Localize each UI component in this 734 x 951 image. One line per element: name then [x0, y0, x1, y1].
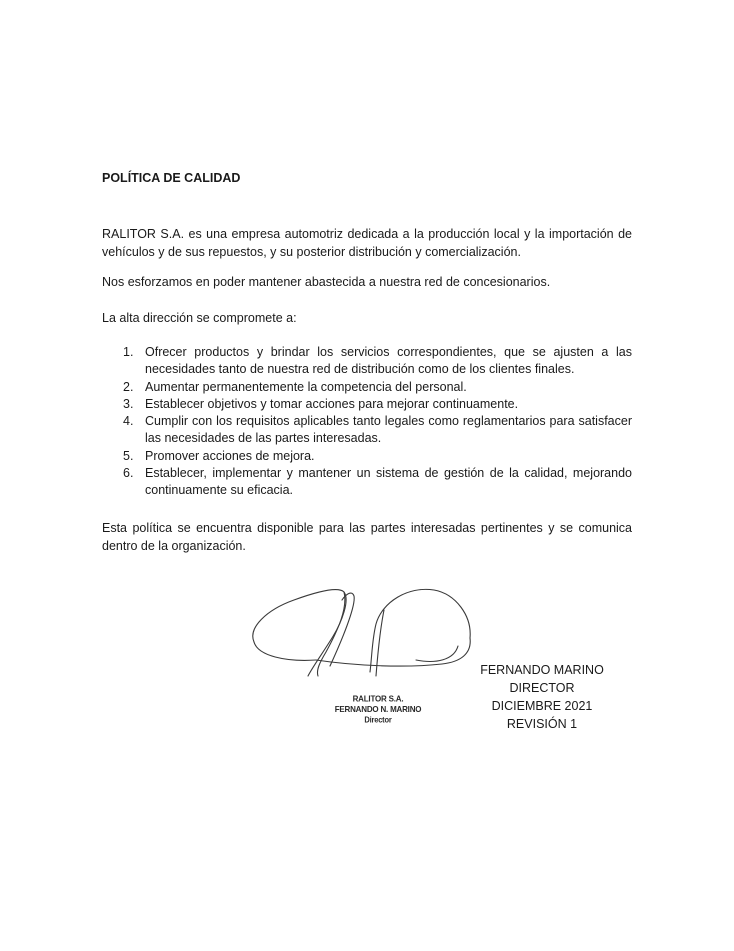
commitment-list [102, 344, 632, 500]
list-item [102, 396, 632, 413]
signatory-name: FERNANDO MARINO [480, 663, 604, 677]
signatory-role: DIRECTOR [509, 681, 575, 695]
list-item-text: Ofrecer productos y brindar los servicios correspondientes, que se ajusten a las necesidades tanto de nuestra red de distribución como de los clientes finales. [145, 345, 632, 377]
list-item-number: 2. [123, 379, 134, 394]
stamp-name: FERNANDO N. MARINO [334, 704, 422, 715]
closing-paragraph: Esta política se encuentra disponible para las partes interesadas pertinentes y se comunica dentro de la organización. [102, 521, 632, 553]
stamp-company: RALITOR S.A. [352, 694, 404, 704]
list-item-number: 3. [123, 396, 134, 411]
mission-paragraph: Nos esforzamos en poder mantener abastecida a nuestra red de concesionarios. [102, 275, 551, 289]
list-item-text: Establecer, implementar y mantener un sistema de gestión de la calidad, mejorando continuamente su eficacia. [145, 466, 632, 498]
list-item [102, 344, 632, 379]
list-item [102, 465, 632, 500]
list-item [102, 413, 632, 448]
intro-paragraph: RALITOR S.A. es una empresa automotriz dedicada a la producción local y la importación de vehículos y de sus repuestos, y su posterior distribución y comercialización. [102, 227, 632, 259]
commitment-intro: La alta dirección se compromete a: [102, 311, 297, 325]
list-item-text: Cumplir con los requisitos aplicables tanto legales como reglamentarios para satisfacer las necesidades de las partes interesadas. [145, 414, 632, 446]
signatory-block [463, 661, 621, 733]
document-date: DICIEMBRE 2021 [491, 699, 593, 713]
list-item-number: 1. [123, 345, 134, 359]
document-title: POLÍTICA DE CALIDAD [102, 171, 241, 185]
list-item [102, 448, 632, 465]
signature-stamp [318, 694, 438, 726]
list-item [102, 379, 632, 396]
list-item-text: Promover acciones de mejora. [145, 448, 315, 463]
list-item-number: 5. [123, 448, 134, 463]
list-item-text: Aumentar permanentemente la competencia del personal. [145, 379, 467, 394]
list-item-text: Establecer objetivos y tomar acciones para mejorar continuamente. [145, 396, 519, 411]
handwritten-signature [246, 580, 481, 690]
list-item-number: 6. [123, 466, 134, 481]
document-revision: REVISIÓN 1 [506, 717, 578, 731]
stamp-role: Director [364, 715, 392, 725]
list-item-number: 4. [123, 414, 134, 429]
